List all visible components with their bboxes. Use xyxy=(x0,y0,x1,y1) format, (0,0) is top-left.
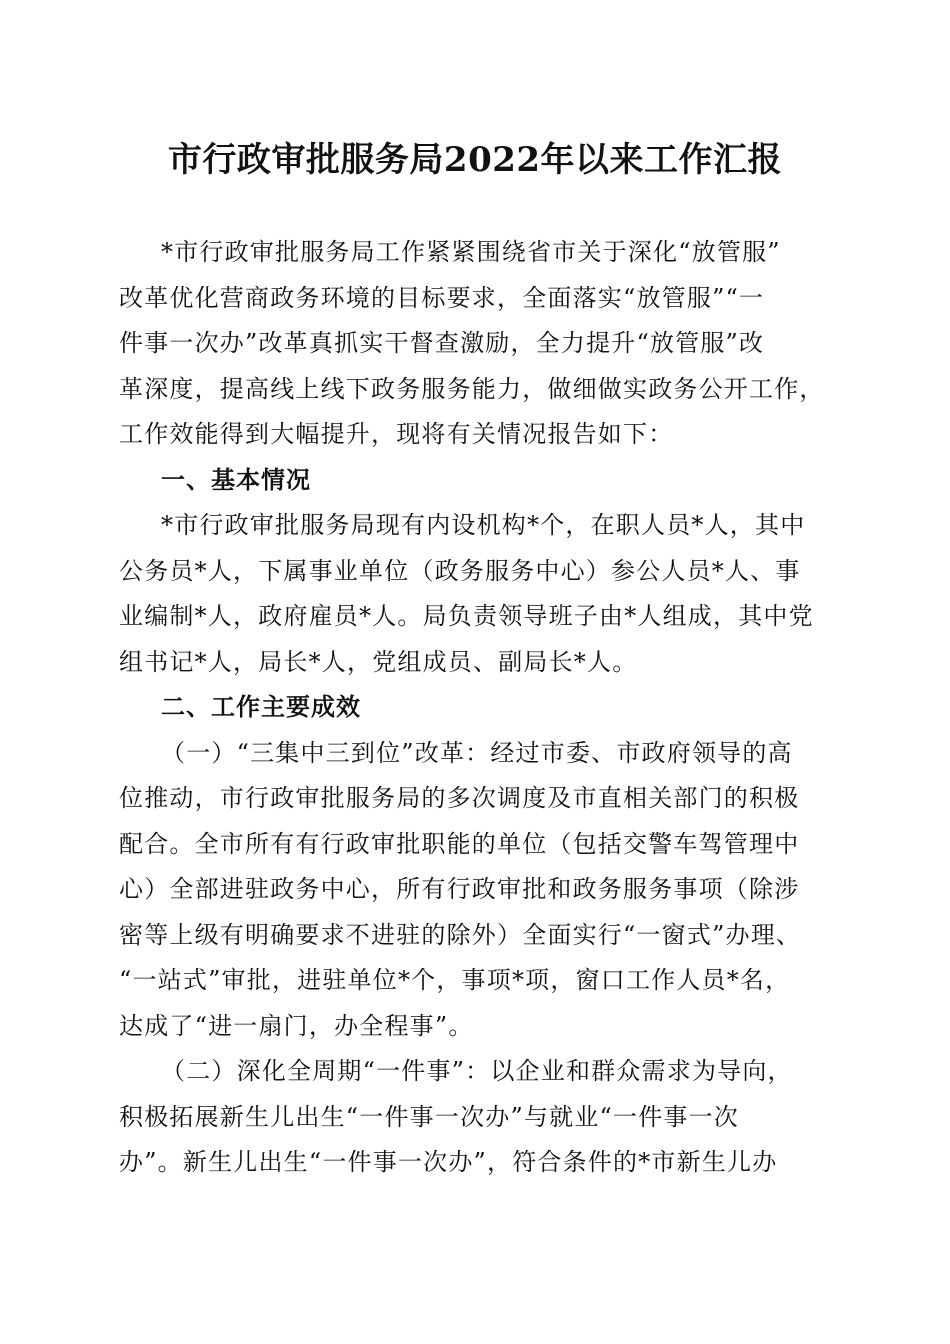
paragraph-line: （一）“三集中三到位”改革：经过市委、市政府领导的高 xyxy=(161,738,793,767)
paragraph-line: 心）全部进驻政务中心，所有行政审批和政务服务事项（除涉 xyxy=(119,875,800,903)
paragraph-line: 改革优化营商政务环境的目标要求，全面落实“放管服”“一 xyxy=(119,283,765,312)
paragraph-line: 组书记*人，局长*人，党组成员、副局长*人。 xyxy=(119,647,638,676)
section-heading: 二、工作主要成效 xyxy=(161,693,361,721)
paragraph-line: 达成了“进一扇门，办全程事”。 xyxy=(119,1011,474,1040)
paragraph-line: *市行政审批服务局现有内设机构*个，在职人员*人，其中 xyxy=(161,511,806,539)
paragraph-line: 件事一次办”改革真抓实干督查激励，全力提升“放管服”改 xyxy=(119,329,765,357)
paragraph-line: 位推动，市行政审批服务局的多次调度及市直相关部门的积极 xyxy=(119,784,800,812)
document-title: 市行政审批服务局2022年以来工作汇报 xyxy=(167,140,783,180)
paragraph-line: 工作效能得到大幅提升，现将有关情况报告如下： xyxy=(119,420,674,448)
paragraph-line: *市行政审批服务局工作紧紧围绕省市关于深化“放管服” xyxy=(161,238,781,266)
paragraph-line: 积极拓展新生儿出生“一件事一次办”与就业“一件事一次 xyxy=(119,1102,740,1131)
paragraph-line: 密等上级有明确要求不进驻的除外）全面实行“一窗式”办理、 xyxy=(119,920,802,949)
paragraph-line: 公务员*人，下属事业单位（政务服务中心）参公人员*人、事 xyxy=(119,556,801,585)
paragraph-line: 业编制*人，政府雇员*人。局负责领导班子由*人组成，其中党 xyxy=(119,602,814,630)
paragraph-line: （二）深化全周期“一件事”：以企业和群众需求为导向， xyxy=(161,1057,793,1085)
paragraph-line: 配合。全市所有有行政审批职能的单位（包括交警车驾管理中 xyxy=(119,829,800,858)
paragraph-line: “一站式”审批，进驻单位*个，事项*项，窗口工作人员*名， xyxy=(119,966,791,994)
document-body xyxy=(119,230,839,1186)
paragraph-line: 办”。新生儿出生“一件事一次办”，符合条件的*市新生儿办 xyxy=(119,1148,778,1176)
paragraph-line: 革深度，提高线上线下政务服务能力，做细做实政务公开工作， xyxy=(119,374,825,403)
section-heading: 一、基本情况 xyxy=(161,465,311,494)
